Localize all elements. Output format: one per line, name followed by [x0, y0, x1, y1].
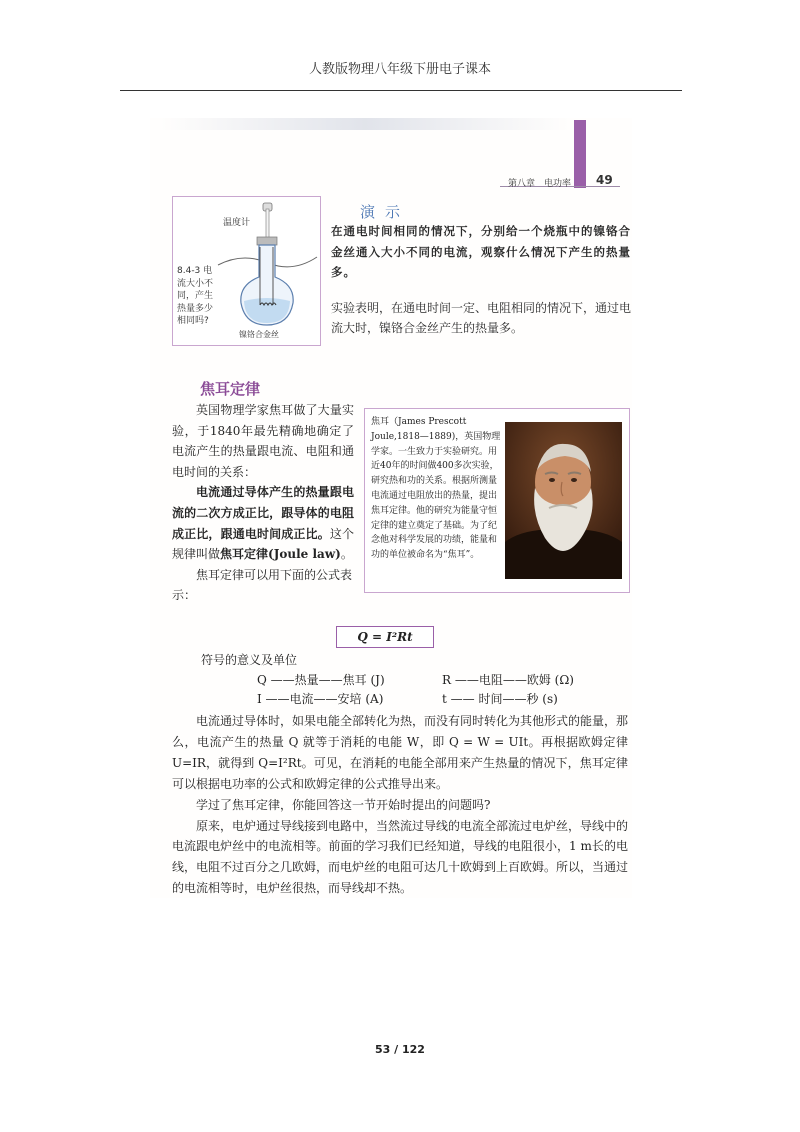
figure-caption: 8.4-3 电 流大小不 同，产生 热量多少 相同吗?: [177, 266, 214, 326]
joule-law-statement: [172, 482, 354, 564]
joule-biography-box: [364, 408, 630, 593]
page-indicator: 53 / 122: [375, 1043, 425, 1056]
flask-icon: [213, 197, 318, 333]
chapter-tab-bar: [574, 120, 586, 188]
paragraph-answer: 原来，电炉通过导线接到电路中，当然流过导线的电流全部流过电炉丝，导线中的电流跟电炉丝中的电流相等。前面的学习我们已经知道，导线的电阻很小，1 m长的电线，电阻不过百分之几欧姆，而电炉丝的电阻可达几十欧姆到上百欧姆。所以，当通过的电流相等时，电炉丝很热，而导线却不热。: [172, 818, 629, 896]
law-name-en: (Joule law): [268, 547, 341, 562]
header-divider: [120, 90, 682, 91]
demo-heading: 演示: [360, 203, 411, 221]
joule-biography: 焦耳（James Prescott Joule,1818—1889)，英国物理学家。一生致力于实验研究。用近40年的时间做400多次实验，研究热和功的关系。根据所测量电流通过电阻放出的热量，提出焦耳定律。他的研究为能量守恒定律的建立奠定了基础。为了纪念他对科学发展的功绩，能量和功的单位被命名为“焦耳”。: [371, 417, 501, 561]
section-title: 焦耳定律: [200, 380, 261, 398]
body-text: [172, 711, 628, 899]
document-title: 人教版物理八年级下册电子课本: [308, 62, 491, 77]
formula-intro: 焦耳定律可以用下面的公式表示：: [172, 567, 353, 603]
joule-portrait-image: [505, 422, 622, 579]
paragraph-derivation: 电流通过导体时，如果电能全部转化为热，而没有同时转化为其他形式的能量，那么，电流产生的热量 Q 就等于消耗的电能 W，即 Q = W = UIt。再根据欧姆定律 U=IR，就得到 Q=I²Rt。可见，在消耗的电能全部用来产生热量的情况下，焦耳定律可以根据电功率的公式和欧姆定律的公式推导出来。: [172, 714, 629, 791]
symbol-heat: Q ——热量——焦耳 (J): [257, 673, 385, 687]
demo-result: 实验表明，在通电时间一定、电阻相同的情况下，通过电流大时，镍铬合金丝产生的热量多。: [331, 301, 632, 335]
symbols-title: 符号的意义及单位: [201, 653, 298, 667]
law-period: 。: [340, 547, 353, 562]
symbol-resistance: R ——电阻——欧姆 (Ω): [442, 673, 574, 687]
chapter-label: 第八章 电功率: [508, 179, 572, 189]
book-page-number: 49: [596, 173, 613, 187]
law-suffix: 这个规律叫做: [172, 526, 354, 562]
law-bold-text: 电流通过导体产生的热量跟电流的二次方成正比，跟导体的电阻成正比，跟通电时间成正比。: [172, 485, 354, 541]
page-top-shadow: [160, 118, 570, 130]
joule-formula: Q = I²Rt: [336, 626, 434, 648]
wire-label: 镍铬合金丝: [239, 330, 279, 339]
intro-text: 英国物理学家焦耳做了大量实验，于1840年最先精确地确定了电流产生的热量跟电流、电阻和通电时间的关系：: [172, 403, 354, 479]
law-name: 焦耳定律: [220, 547, 269, 562]
paragraph-question: 学过了焦耳定律，你能回答这一节开始时提出的问题吗?: [196, 797, 491, 812]
symbol-current: I ——电流——安培 (A): [257, 692, 384, 706]
demo-instructions: 在通电时间相同的情况下，分别给一个烧瓶中的镍铬合金丝通入大小不同的电流，观察什么情况下产生的热量多。: [331, 224, 631, 279]
thermometer-label: 温度计: [223, 218, 251, 228]
figure-flask-experiment: [172, 196, 321, 346]
joule-law-intro: [172, 400, 354, 606]
symbol-time: t —— 时间——秒 (s): [442, 692, 558, 706]
